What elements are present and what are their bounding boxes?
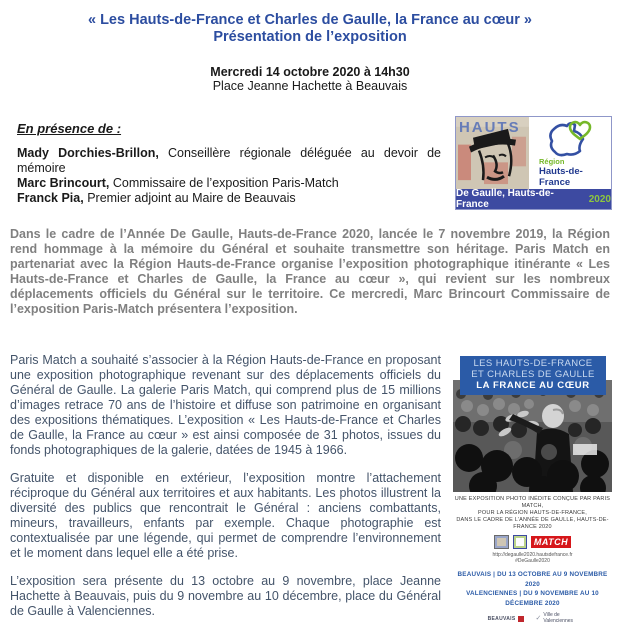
- badge-banner: [456, 189, 611, 209]
- poster-title-line-3: LA FRANCE AU CŒUR: [476, 380, 590, 391]
- attendee-3-name: Franck Pia,: [17, 191, 84, 205]
- poster-city-logos: [453, 613, 612, 624]
- poster-caption: [453, 496, 612, 531]
- poster-dates-valenciennes: VALENCIENNES | DU 9 NOVEMBRE AU 10 DÉCEMBRE 2020: [466, 590, 599, 607]
- attendee-3-role: Premier adjoint au Maire de Beauvais: [87, 191, 296, 205]
- main-row: [10, 353, 612, 632]
- body-paragraph-3: L’exposition sera présente du 13 octobre au 9 novembre, place Jeanne Hachette à Beauvais, puis du 9 novembre au 10 décembre, place du Général de Gaulle à Valenciennes.: [10, 574, 441, 618]
- page-title: [28, 12, 592, 46]
- exhibition-poster: [453, 356, 612, 632]
- beauvais-logo: [488, 616, 524, 622]
- body-paragraph-2: Gratuite et disponible en extérieur, l’exposition montre l’attachement réciproque du Général aux territoires et aux habitants. Les photos illustrent la diversité des publics que rencontrait le Général : anciens combattants, mineurs, travailleurs, enfants par exemple. Chaque photographie est contextualisée par une légende, qui permet de comprendre l’environnement et le moment dans lequel elle a été prise.: [10, 471, 441, 560]
- badge-banner-text: De Gaulle, Hauts-de-France: [456, 188, 554, 210]
- badge-top: [456, 117, 611, 189]
- event-date: Mercredi 14 octobre 2020 à 14h30: [210, 65, 410, 79]
- poster-title-band: [460, 356, 606, 395]
- presence-row: [17, 116, 612, 210]
- paris-match-logo: MATCH: [531, 536, 571, 548]
- presence-heading: En présence de :: [17, 121, 122, 136]
- body-paragraph-1: Paris Match a souhaité s’associer à la Région Hauts-de-France en proposant une exposition photographique revenant sur des déplacements officiels du Général de Gaulle. La galerie Paris Match, qui comprend plus de 15 millions d’images retrace 70 ans de l’histoire et diffuse son patrimoine en organisant des expositions thématiques. L’exposition « Les Hauts-de-France et Charles de Gaulle, la France au cœur » est ainsi composée de 31 photos, issues du fonds photographiques de la galerie, datées de 1945 à 1966.: [10, 353, 441, 457]
- attendee-3: [17, 191, 441, 206]
- badge-banner-year: 2020: [588, 193, 611, 205]
- valenciennes-logo-mark: ✓: [535, 615, 542, 622]
- region-logo-block: [529, 117, 611, 189]
- beauvais-logo-text: BEAUVAIS: [487, 615, 516, 622]
- de-gaulle-mini-logo-icon: [494, 535, 509, 549]
- poster-logos-row: [453, 534, 612, 549]
- title-line-2: Présentation de l’exposition: [213, 29, 407, 45]
- beauvais-logo-mark: [518, 616, 524, 622]
- event-date-block: [0, 65, 620, 93]
- attendee-1: [17, 146, 441, 176]
- title-line-1: « Les Hauts-de-France et Charles de Gaulle, la France au cœur »: [87, 12, 532, 28]
- attendee-1-name: Mady Dorchies-Brillon,: [17, 146, 159, 160]
- poster-caption-line-3: DANS LE CADRE DE L’ANNÉE DE GAULLE, HAUTS-DE-FRANCE 2020: [456, 517, 609, 530]
- poster-dates-beauvais: BEAUVAIS | DU 13 OCTOBRE AU 9 NOVEMBRE 2020: [457, 571, 608, 588]
- attendee-2-name: Marc Brincourt,: [17, 176, 110, 190]
- attendee-2: [17, 176, 441, 191]
- valenciennes-logo: [536, 613, 578, 624]
- presence-section: [17, 116, 455, 210]
- attendee-2-role: Commissaire de l’exposition Paris-Match: [112, 176, 339, 190]
- attendee-1-role: Conseillère régionale déléguée au devoir de mémoire: [17, 146, 441, 175]
- poster-caption-line-2: POUR LA RÉGION HAUTS-DE-FRANCE,: [478, 510, 587, 516]
- poster-caption-line-1: UNE EXPOSITION PHOTO INÉDITE CONÇUE PAR PARIS MATCH,: [454, 496, 611, 509]
- poster-title-line-2: ET CHARLES DE GAULLE: [471, 368, 595, 380]
- intro-paragraph: Dans le cadre de l’Année De Gaulle, Hauts-de-France 2020, lancée le 7 novembre 2019, la Région rend hommage à la mémoire du Général et souhaite transmettre son héritage. Paris Match en partenariat avec la Région Hauts-de-France organise l’exposition photographique itinérante « Les Hauts-de-France et Charles de Gaulle, la France au cœur », qui revient sur les nombreux déplacements officiels du Général sur le territoire. Ce mercredi, Marc Brincourt Commissaire de l’exposition Paris-Match présentera l’exposition.: [10, 227, 610, 316]
- poster-url-block: [453, 552, 612, 564]
- de-gaulle-caricature-icon: [456, 117, 529, 189]
- hauts-de-france-map-icon: [540, 119, 600, 157]
- poster-title-line-1: LES HAUTS-DE-FRANCE: [473, 358, 593, 369]
- caricature-hauts-text: HAUTS: [459, 119, 521, 136]
- poster-url: http://degaulle2020.hautsdefrance.fr: [492, 552, 573, 558]
- de-gaulle-2020-badge: [455, 116, 612, 210]
- valenciennes-logo-text: Ville de Valenciennes: [543, 612, 574, 624]
- region-name: Hauts-de-France: [539, 166, 583, 188]
- poster-hashtag: #DeGaulle2020: [515, 558, 550, 564]
- press-release-page: [0, 12, 620, 632]
- body-text-column: [10, 353, 453, 632]
- region-label: Région: [539, 157, 565, 166]
- region-mini-logo-icon: [513, 535, 527, 549]
- event-place: Place Jeanne Hachette à Beauvais: [212, 79, 408, 93]
- crowd-photo: [453, 380, 612, 492]
- poster-dates: [453, 570, 612, 608]
